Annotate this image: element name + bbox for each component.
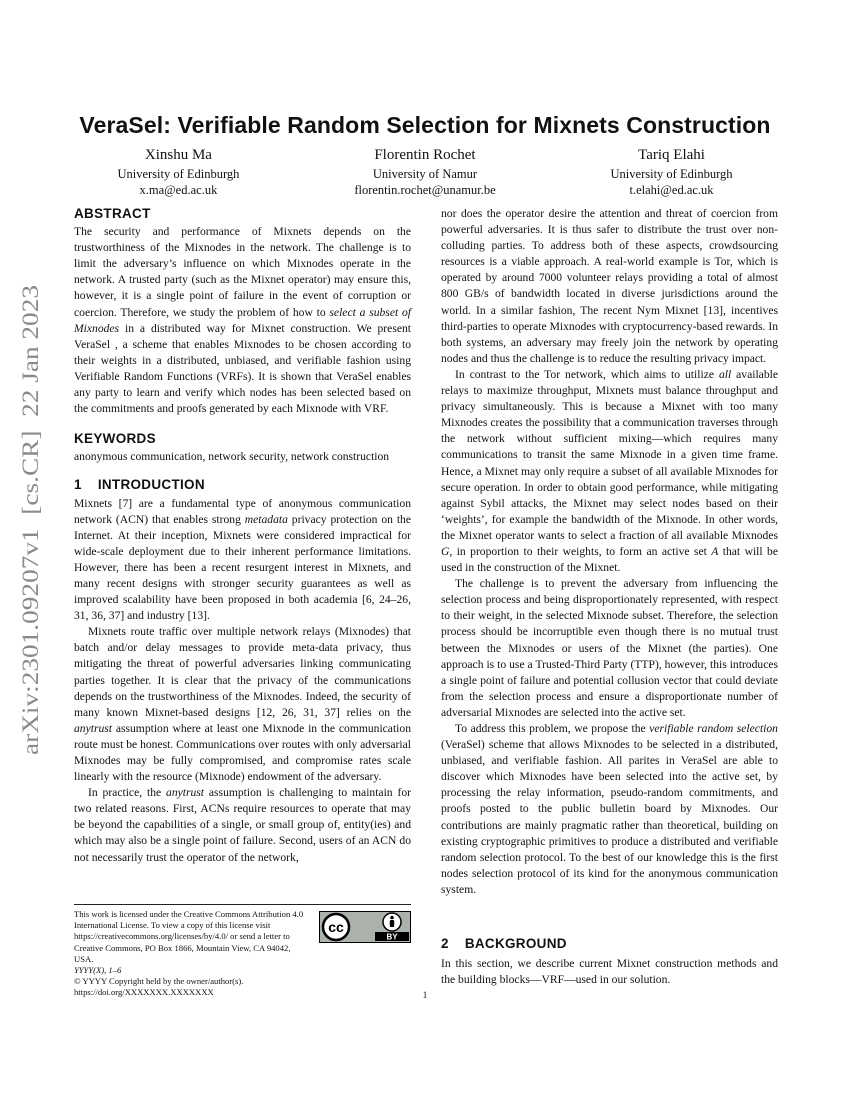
author-block: [354, 146, 495, 198]
author-block: [117, 146, 239, 198]
venue-info: YYYY(X), 1–6: [74, 965, 122, 976]
author-email: x.ma@ed.ac.uk: [139, 183, 218, 197]
author-affiliation: University of Namur: [372, 167, 478, 181]
author-block: [611, 146, 733, 198]
page-number: 1: [422, 990, 428, 1000]
intro-paragraph-5: In contrast to the Tor network, which aims to utilize all available relays to maximize throughput, Mixnets must balance throughput and privacy simultaneously. This is because a Mixnet with too many Mixnodes creates the possibility that a communication traverses through the network without sufficient mixing—which requires many communications to transit the same Mixnode in a given time frame. Hence, a Mixnet may only require a subset of all available Mixnodes for secure operation. In order to obtain good performance, while mitigating against Sybil attacks, the Mixnet may select nodes based on their ‘weights’, for example the bandwidth of the Mixnode. In other words, the Mixnet operator wants to select a fraction of all available Mixnodes G, in proportion to their weights, to form an active set A that will be used in the construction of the Mixnet.: [441, 367, 778, 575]
cc-by-license-badge: [319, 911, 411, 943]
keywords-heading: KEYWORDS: [74, 431, 156, 447]
intro-paragraph-7: To address this problem, we propose the verifiable random selection (VeraSel) scheme that allows Mixnodes to be selected in a distributed, unbiased, and verifiable fashion. All parites in VeraSel are able to discover which Mixnodes have been selected into the active set, by processing the relay information, pseudo-random commitments, and proofs posted to the public bulletin board by Mixnodes. Our contributions are mainly pragmatic rather than theoretical, building on existing cryptographic primitives to produce a distributed and verifiable random selection protocol. To the best of our knowledge this is the first nodes selection protocol of its kind for the anonymous communication system.: [441, 722, 778, 896]
author-list: [60, 146, 790, 198]
by-label: BY: [386, 932, 398, 942]
background-heading: 2 BACKGROUND: [441, 936, 567, 951]
author-name: Xinshu Ma: [144, 147, 212, 163]
background-text: In this section, we describe current Mixnet construction methods and the building blocks—VRF—used in our solution.: [441, 957, 778, 987]
author-name: Florentin Rochet: [374, 147, 476, 163]
abstract-heading: ABSTRACT: [74, 206, 151, 221]
author-name: Tariq Elahi: [638, 147, 705, 163]
copyright-text: © YYYY Copyright held by the owner/author(s).: [74, 976, 244, 987]
cc-icon: cc: [328, 919, 344, 935]
intro-paragraph-2: Mixnets route traffic over multiple network relays (Mixnodes) that batch and/or delay messages to provide meta-data privacy, thus mitigating the threat of powerful adversaries linking communicating parties together. It is clear that the privacy of the communications depends on the trustworthiness of the Mixnodes. Indeed, the security of many known Mixnet-based designs [12, 26, 31, 37] relies on the anytrust assumption where at least one Mixnode in the communication route must be honest. Communications over routes with only adversarial Mixnodes may be fully compromised, and compromise rates scale linearly with the resource (Mixnode) endowment of the adversary.: [74, 625, 411, 784]
intro-paragraph-3: In practice, the anytrust assumption is challenging to maintain for two related reasons. First, ACNs require resources to operate that may be beyond the capabilities of a single, or small group of, entity(ies) and which may also be a single point of failure. Second, users of an ACN do not necessarily trust the operator of the network,: [74, 786, 411, 864]
paper-title: VeraSel: Verifiable Random Selection for Mixnets Construction: [79, 112, 771, 138]
license-text: This work is licensed under the Creative Commons Attribution 4.0 International License. To view a copy of this license visit https://creativecommons.org/licenses/by/4.0/ or send a letter to Creative Commons, PO Box 1866, Mountain View, CA 94042, USA.: [74, 909, 304, 964]
author-email: florentin.rochet@unamur.be: [354, 183, 496, 197]
doi-link[interactable]: https://doi.org/XXXXXXX.XXXXXXX: [74, 987, 214, 998]
author-affiliation: University of Edinburgh: [610, 167, 733, 181]
introduction-heading: 1 INTRODUCTION: [74, 477, 205, 493]
abstract-text: The security and performance of Mixnets depends on the trustworthiness of the Mixnodes in the network. The challenge is to limit the adversary’s influence on which Mixnodes operate in the network. A trusted party (such as the Mixnet operator) may ensure this, however, it is a single point of failure in the event of corruption or coercion. Therefore, we study the problem of how to select a subset of Mixnodes in a distributed way for Mixnet construction. We present VeraSel , a scheme that enables Mixnodes to be chosen according to their weights in a distributed, unbiased, and verifiable fashion using Verifiable Random Functions (VRFs). It is shown that VeraSel enables any party to learn and verify which nodes has been selected based on the commitments and proofs generated by each Mixnode with VRF.: [74, 225, 411, 416]
person-icon: [390, 916, 394, 920]
author-email: t.elahi@ed.ac.uk: [629, 183, 714, 197]
keywords-text: anonymous communication, network security, network construction: [74, 450, 390, 464]
left-column: [74, 206, 411, 866]
intro-paragraph-6: The challenge is to prevent the adversary from influencing the selection process and being disproportionately represented, with respect to their weight, in the selected Mixnode subset. Therefore, the selection process should be incorruptible even though there is no mutual trust between the Mixnodes or users of the Mixnet (the parties). One approach is to use a Trusted-Third Party (TTP), however, this introduces a single point of failure and potential collusion vector that could deviate from the selection process and ensure a disproportionate number of adversarial Mixnodes are selected into the active set.: [441, 577, 778, 719]
author-affiliation: University of Edinburgh: [117, 167, 240, 181]
intro-paragraph-4: nor does the operator desire the attention and threat of coercion from powerful adversaries. It is thus safer to distribute the trust over non-colluding parties. To address both of these aspects, crowdsourcing resources is a viable approach. A real-world example is Tor, which is operated by around 7000 volunteer relays providing a total of almost 800 GB/s of bandwidth located in diverse jurisdictions around the world. In a similar fashion, The recent Nym Mixnet [13], incentives third-parties to operate Mixnodes with cryptocurrency-based rewards. In both systems, an adversary may freely join the network by operating nodes and thus the challenge is to reduce the resulting privacy impact.: [441, 207, 778, 365]
right-column: [441, 206, 778, 898]
intro-paragraph-1: Mixnets [7] are a fundamental type of anonymous communication network (ACN) that enables strong metadata privacy protection on the Internet. At their inception, Mixnets were considered impractical for wide-scale deployment due to their inherent performance limitations. However, there has been a recent resurgent interest in Mixnets, and many recent designs with stronger security guarantees as well as improved scalability have been proposed in both academia [6, 24–26, 31, 36, 37] and industry [13].: [74, 496, 411, 623]
license-footnote: [74, 904, 411, 999]
arxiv-identifier-text: arXiv:2301.09207v1 [cs.CR] 22 Jan 2023: [18, 358, 43, 755]
arxiv-identifier-stamp: [8, 280, 52, 760]
